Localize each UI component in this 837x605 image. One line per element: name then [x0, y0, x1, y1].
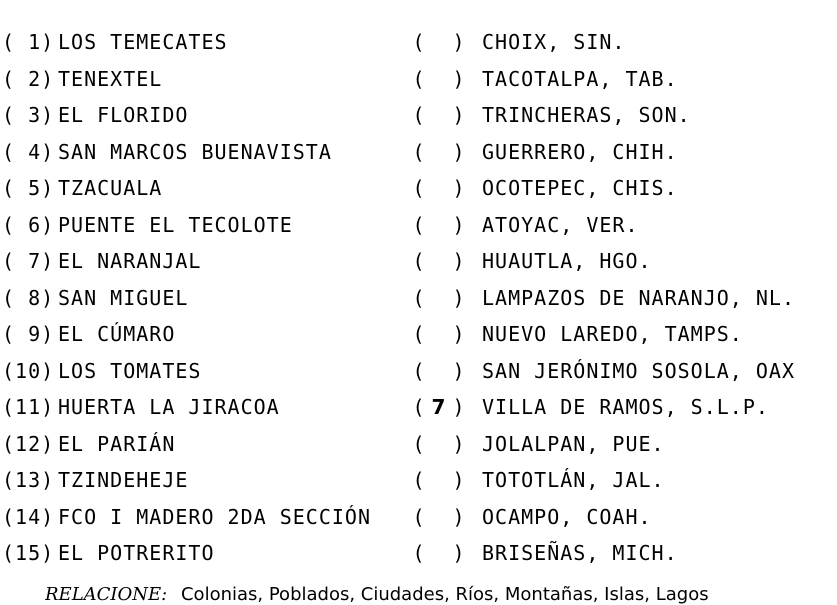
locality-name: LOS TEMECATES	[58, 30, 228, 55]
municipality-name: JOLALPAN, PUE.	[482, 431, 665, 456]
municipality-name: HUAUTLA, HGO.	[482, 249, 652, 274]
locality-name: SAN MIGUEL	[58, 285, 189, 310]
answer-blank[interactable]	[412, 359, 482, 383]
answer-blank[interactable]	[412, 541, 482, 565]
matching-row	[2, 243, 837, 280]
answer-close-paren: )	[452, 30, 466, 55]
answer-close-paren: )	[452, 176, 466, 201]
answer-blank[interactable]	[412, 286, 482, 310]
locality-name: EL FLORIDO	[58, 103, 189, 128]
answer-blank[interactable]	[412, 176, 482, 200]
municipality-name: NUEVO LAREDO, TAMPS.	[482, 322, 743, 347]
answer-close-paren: )	[452, 103, 466, 128]
row-number: ( 4)	[2, 139, 55, 164]
row-number: (11)	[2, 395, 55, 420]
answer-value[interactable]: 7	[431, 395, 447, 420]
row-number: ( 3)	[2, 103, 55, 128]
municipality-name: TACOTALPA, TAB.	[482, 66, 678, 91]
answer-close-paren: )	[452, 322, 466, 347]
answer-blank[interactable]	[412, 67, 482, 91]
municipality-name: OCAMPO, COAH.	[482, 504, 652, 529]
locality-name: TZACUALA	[58, 176, 163, 201]
answer-close-paren: )	[452, 249, 466, 274]
matching-row	[2, 134, 837, 171]
answer-close-paren: )	[452, 431, 466, 456]
answer-open-paren: (	[412, 358, 426, 383]
answer-close-paren: )	[452, 541, 466, 566]
answer-open-paren: (	[412, 395, 426, 420]
answer-open-paren: (	[412, 431, 426, 456]
matching-row	[2, 61, 837, 98]
municipality-name: TOTOTLÁN, JAL.	[482, 468, 665, 493]
row-number: (13)	[2, 468, 55, 493]
answer-open-paren: (	[412, 322, 426, 347]
answer-open-paren: (	[412, 468, 426, 493]
row-number: ( 5)	[2, 176, 55, 201]
matching-rows	[2, 24, 837, 572]
answer-close-paren: )	[452, 212, 466, 237]
locality-name: LOS TOMATES	[58, 358, 202, 383]
municipality-name: LAMPAZOS DE NARANJO, NL.	[482, 285, 795, 310]
answer-close-paren: )	[452, 285, 466, 310]
answer-open-paren: (	[412, 249, 426, 274]
answer-close-paren: )	[452, 504, 466, 529]
matching-row	[2, 426, 837, 463]
answer-open-paren: (	[412, 176, 426, 201]
answer-blank[interactable]	[412, 322, 482, 346]
answer-blank[interactable]	[412, 30, 482, 54]
answer-blank[interactable]	[412, 468, 482, 492]
locality-name: EL PARIÁN	[58, 431, 176, 456]
matching-row	[2, 389, 837, 426]
footer-label: RELACIONE:	[45, 584, 168, 605]
answer-blank[interactable]	[412, 103, 482, 127]
locality-name: FCO I MADERO 2DA SECCIÓN	[58, 504, 371, 529]
answer-open-paren: (	[412, 504, 426, 529]
row-number: ( 8)	[2, 285, 55, 310]
matching-row	[2, 535, 837, 572]
answer-close-paren: )	[452, 358, 466, 383]
matching-row	[2, 316, 837, 353]
answer-blank[interactable]	[412, 140, 482, 164]
row-number: (15)	[2, 541, 55, 566]
answer-open-paren: (	[412, 541, 426, 566]
answer-open-paren: (	[412, 66, 426, 91]
municipality-name: CHOIX, SIN.	[482, 30, 626, 55]
answer-close-paren: )	[452, 139, 466, 164]
answer-blank[interactable]	[412, 249, 482, 273]
answer-open-paren: (	[412, 103, 426, 128]
matching-row	[2, 207, 837, 244]
answer-close-paren: )	[452, 468, 466, 493]
locality-name: SAN MARCOS BUENAVISTA	[58, 139, 332, 164]
matching-row	[2, 97, 837, 134]
row-number: (14)	[2, 504, 55, 529]
matching-row	[2, 24, 837, 61]
answer-close-paren: )	[452, 66, 466, 91]
answer-open-paren: (	[412, 139, 426, 164]
municipality-name: SAN JERÓNIMO SOSOLA, OAX	[482, 358, 795, 383]
row-number: ( 9)	[2, 322, 55, 347]
footer-text: Colonias, Poblados, Ciudades, Ríos, Montañas, Islas, Lagos	[180, 584, 709, 605]
answer-open-paren: (	[412, 285, 426, 310]
municipality-name: BRISEÑAS, MICH.	[482, 541, 678, 566]
answer-close-paren: )	[452, 395, 466, 420]
answer-blank[interactable]	[412, 505, 482, 529]
answer-open-paren: (	[412, 30, 426, 55]
municipality-name: TRINCHERAS, SON.	[482, 103, 691, 128]
row-number: ( 7)	[2, 249, 55, 274]
locality-name: EL POTRERITO	[58, 541, 215, 566]
municipality-name: ATOYAC, VER.	[482, 212, 639, 237]
municipality-name: OCOTEPEC, CHIS.	[482, 176, 678, 201]
answer-open-paren: (	[412, 212, 426, 237]
locality-name: EL CÚMARO	[58, 322, 176, 347]
matching-row	[2, 499, 837, 536]
answer-blank[interactable]	[412, 213, 482, 237]
matching-row	[2, 280, 837, 317]
row-number: (12)	[2, 431, 55, 456]
locality-name: TENEXTEL	[58, 66, 163, 91]
row-number: ( 2)	[2, 66, 55, 91]
row-number: ( 1)	[2, 30, 55, 55]
locality-name: TZINDEHEJE	[58, 468, 189, 493]
row-number: (10)	[2, 358, 55, 383]
matching-row	[2, 170, 837, 207]
locality-name: HUERTA LA JIRACOA	[58, 395, 280, 420]
municipality-name: VILLA DE RAMOS, S.L.P.	[482, 395, 769, 420]
locality-name: EL NARANJAL	[58, 249, 202, 274]
row-number: ( 6)	[2, 212, 55, 237]
locality-name: PUENTE EL TECOLOTE	[58, 212, 293, 237]
matching-row	[2, 353, 837, 390]
footer-instruction	[45, 584, 837, 605]
municipality-name: GUERRERO, CHIH.	[482, 139, 678, 164]
answer-blank[interactable]	[412, 432, 482, 456]
answer-blank[interactable]	[412, 395, 482, 419]
matching-row	[2, 462, 837, 499]
